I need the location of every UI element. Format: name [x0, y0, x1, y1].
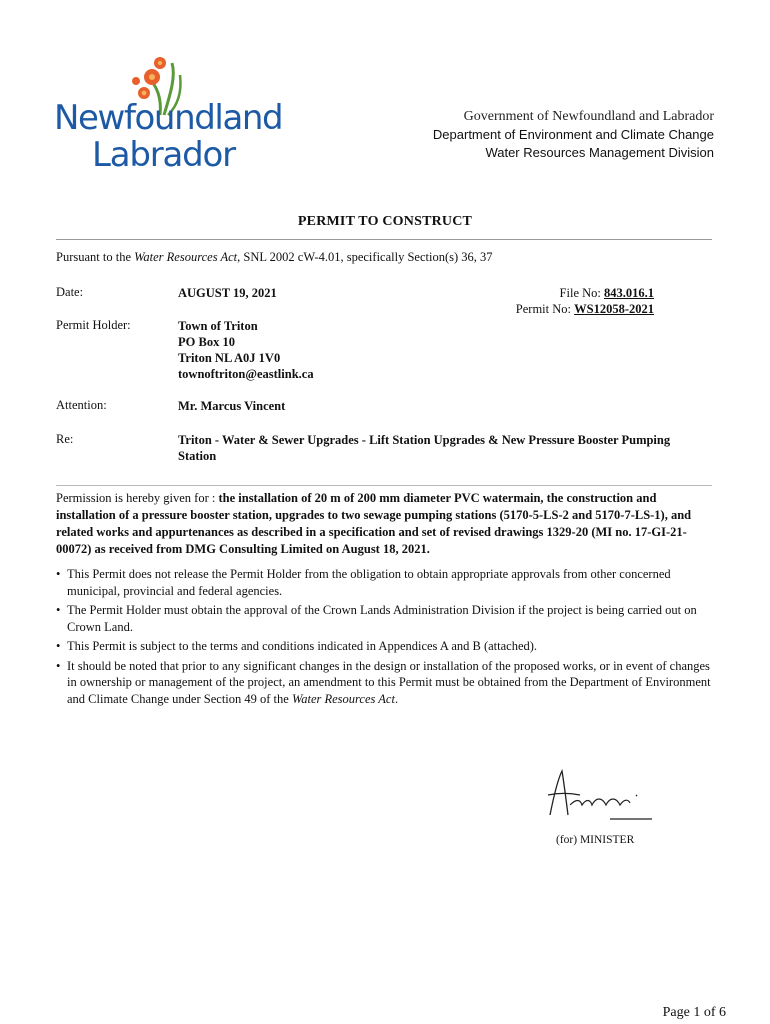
holder-email: townoftriton@eastlink.ca: [178, 367, 314, 381]
permission-paragraph: [56, 490, 714, 558]
signature-caption: (for) MINISTER: [556, 834, 635, 846]
permit-number-value: WS12058-2021: [574, 302, 654, 316]
pursuant-prefix: Pursuant to the: [56, 250, 135, 264]
permit-holder-label: Permit Holder:: [56, 318, 131, 332]
file-number-value: 843.016.1: [604, 286, 654, 300]
permission-scope: the installation of 20 m of 200 mm diameter PVC watermain, the construction and installation of a pressure booster station, upgrades to two sewage pumping stations (5170-5-LS-2 and 5170-7-LS-1), and related works and appurtenances as described in a specification and set of revised drawings 1329-20 (MI no. 17-GI-21-00072) as received from DMG Consulting Limited on August 18, 2021.: [56, 491, 692, 556]
re-line: Station: [178, 449, 217, 463]
list-item: • This Permit is subject to the terms and conditions indicated in Appendices A and B (attached).: [56, 638, 716, 655]
file-number-label: File No:: [559, 286, 604, 300]
department-name: Department of Environment and Climate Change: [432, 127, 714, 142]
page-number: Page 1 of 6: [662, 1005, 726, 1020]
act-name: Water Resources Act: [291, 691, 395, 706]
act-name: Water Resources Act: [134, 250, 238, 264]
condition-text-end: .: [394, 691, 399, 706]
permit-holder-address: [178, 318, 314, 382]
permission-lead: Permission is hereby given for :: [56, 491, 219, 505]
permit-number-line: [516, 301, 654, 317]
date-value: AUGUST 19, 2021: [178, 286, 277, 300]
permit-number-label: Permit No:: [515, 302, 575, 316]
holder-line: PO Box 10: [178, 335, 235, 349]
list-item: • This Permit does not release the Permit Holder from the obligation to obtain appropriate approvals from other concerned municipal, provincial and federal agencies.: [56, 566, 716, 599]
file-permit-numbers: [516, 285, 654, 317]
re-label: Re:: [56, 432, 74, 446]
attention-value: Mr. Marcus Vincent: [178, 399, 286, 413]
list-item: [56, 658, 716, 708]
division-name: Water Resources Management Division: [485, 145, 714, 160]
divider: [56, 239, 712, 240]
holder-line: Triton NL A0J 1V0: [178, 351, 281, 365]
logo-wordmark-newfoundland: Newfoundland: [54, 98, 283, 138]
pursuant-line: [56, 250, 493, 265]
attention-label: Attention:: [56, 398, 107, 412]
holder-line: Town of Triton: [178, 319, 258, 333]
logo-wordmark-labrador: Labrador: [92, 135, 235, 175]
file-number-line: [516, 285, 654, 301]
government-name: Government of Newfoundland and Labrador: [463, 109, 714, 124]
re-subject: [178, 432, 670, 464]
document-title: PERMIT TO CONSTRUCT: [297, 214, 473, 229]
divider: [56, 485, 712, 486]
handwritten-signature: [540, 765, 660, 825]
date-label: Date:: [56, 285, 84, 299]
pursuant-suffix: , SNL 2002 cW-4.01, specifically Section(s) 36, 37: [237, 250, 493, 264]
re-line: Triton - Water & Sewer Upgrades - Lift Station Upgrades & New Pressure Booster Pumping: [178, 433, 671, 447]
conditions-list: [56, 566, 716, 710]
list-item: • The Permit Holder must obtain the approval of the Crown Lands Administration Division if the project is being carried out on Crown Land.: [56, 602, 716, 635]
letterhead: [433, 108, 714, 162]
condition-text: It should be noted that prior to any significant changes in the design or installation of the proposed works, or in event of changes in ownership or management of the project, an amendment to this Permit must be obtained from the Department of Environment and Climate Change under Section 49 of the: [67, 658, 711, 706]
